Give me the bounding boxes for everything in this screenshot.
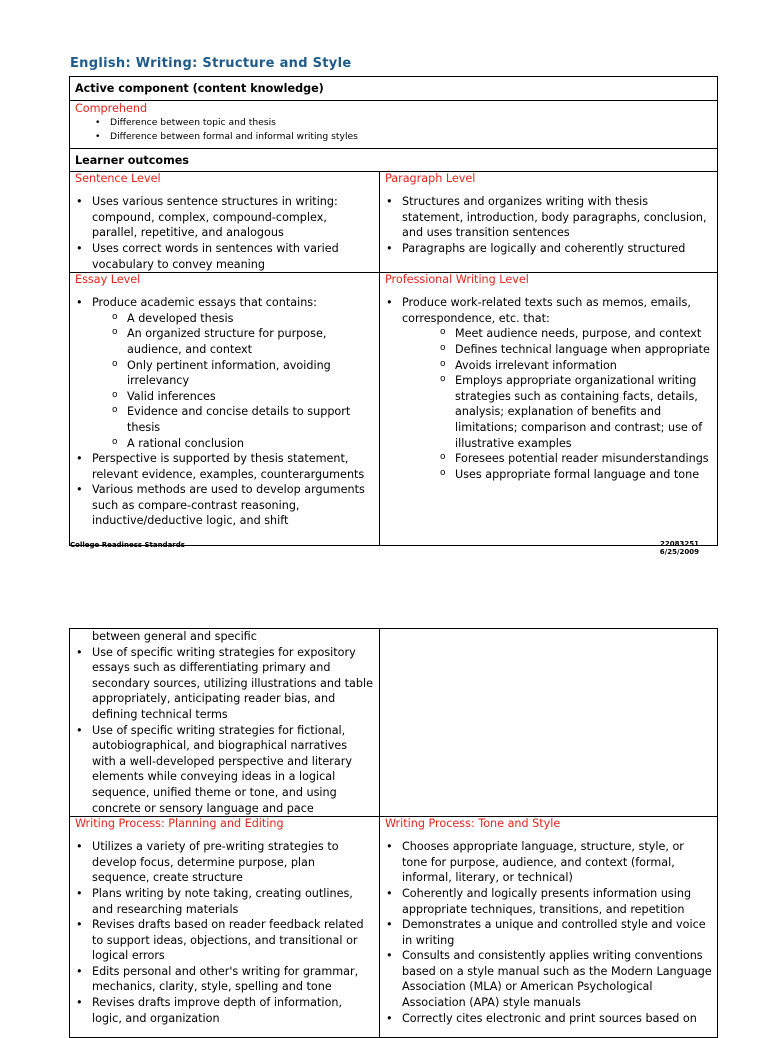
comprehend-heading: Comprehend: [75, 101, 148, 115]
professional-writing-list: [385, 295, 712, 482]
empty-cell: [380, 629, 718, 817]
sub-list-item: o Employs appropriate organizational writing strategies such as containing facts, details, analysis; explanation of benefits and limitations; comparison and contrast; use of illustrative examples: [438, 373, 712, 451]
list-item: • Paragraphs are logically and coherently structured: [385, 241, 712, 257]
list-item-text: Produce academic essays that contains:: [92, 296, 317, 310]
paragraph-level-list: [385, 194, 712, 256]
comprehend-list: [75, 116, 712, 144]
sub-list-item: o Uses appropriate formal language and tone: [438, 467, 712, 483]
footer-doc-id: 22083251: [660, 540, 699, 548]
list-item: • Revises drafts improve depth of information, logic, and organization: [75, 995, 374, 1026]
essay-continuation-cell: [70, 629, 380, 817]
sub-list-item: o Meet audience needs, purpose, and context: [438, 326, 712, 342]
footer-source: College Readiness Standards: [70, 541, 185, 549]
essay-sublist: [110, 311, 374, 451]
list-item: • Revises drafts based on reader feedback related to support ideas, objections, and transitional or logical errors: [75, 917, 374, 964]
list-item: • Chooses appropriate language, structure, style, or tone for purpose, audience, and context (formal, informal, literary, or technical): [385, 839, 712, 886]
essay-level-cell: [70, 273, 380, 546]
sub-list-item: o Foresees potential reader misunderstandings: [438, 451, 712, 467]
list-item: • Demonstrates a unique and controlled style and voice in writing: [385, 917, 712, 948]
paragraph-level-heading: Paragraph Level: [385, 172, 476, 186]
list-item: • Use of specific writing strategies for expository essays such as differentiating primary and secondary sources, utilizing illustrations and table appropriately, anticipating reader bias, and defining technical terms: [75, 645, 374, 723]
standards-table-page2: [69, 628, 718, 1038]
sub-list-item: o Only pertinent information, avoiding irrelevancy: [110, 358, 374, 389]
sentence-level-cell: [70, 172, 380, 273]
essay-level-heading: Essay Level: [75, 273, 141, 287]
footer-meta: [640, 540, 699, 556]
essay-level-list: [75, 295, 374, 529]
sentence-level-list: [75, 194, 374, 272]
sub-list-item: o A developed thesis: [110, 311, 374, 327]
list-item: • Use of specific writing strategies for fictional, autobiographical, and biographical narratives with a well-developed perspective and literary elements while conveying ideas in a logical sequence, unified theme or tone, and using concrete or sensory language and pace: [75, 723, 374, 817]
sub-list-item: o Evidence and concise details to support thesis: [110, 404, 374, 435]
sub-list-item: o Defines technical language when appropriate: [438, 342, 712, 358]
tone-style-list: [385, 839, 712, 1026]
list-item: • Structures and organizes writing with thesis statement, introduction, body paragraphs, conclusion, and uses transition sentences: [385, 194, 712, 241]
tone-style-heading: Writing Process: Tone and Style: [385, 817, 561, 831]
paragraph-level-cell: [380, 172, 718, 273]
footer-date: 6/25/2009: [659, 548, 699, 556]
list-item: • Perspective is supported by thesis statement, relevant evidence, examples, counterarguments: [75, 451, 374, 482]
continuation-text: between general and specific: [92, 630, 257, 643]
sub-list-item: o Valid inferences: [110, 389, 374, 405]
sub-list-item: o A rational conclusion: [110, 436, 374, 452]
professional-writing-heading: Professional Writing Level: [385, 273, 529, 287]
list-item: • Uses various sentence structures in writing: compound, complex, compound-complex, parallel, repetitive, and analogous: [75, 194, 374, 241]
page-title: English: Writing: Structure and Style: [70, 56, 352, 71]
planning-editing-list: [75, 839, 374, 1026]
list-item: • Difference between topic and thesis: [75, 116, 712, 130]
professional-writing-cell: [380, 273, 718, 546]
learner-outcomes-header: Learner outcomes: [70, 148, 718, 172]
list-item: [75, 295, 374, 451]
list-item: • Consults and consistently applies writing conventions based on a style manual such as the Modern Language Association (MLA) or American Psychological Association (APA) style manuals: [385, 948, 712, 1010]
planning-editing-cell: [70, 817, 380, 1038]
list-item: • Difference between formal and informal writing styles: [75, 130, 712, 144]
list-item-text: Produce work-related texts such as memos, emails, correspondence, etc. that:: [402, 296, 691, 325]
list-item: • Plans writing by note taking, creating outlines, and researching materials: [75, 886, 374, 917]
tone-style-cell: [380, 817, 718, 1038]
planning-editing-heading: Writing Process: Planning and Editing: [75, 817, 284, 831]
essay-continuation-list: [75, 645, 374, 817]
list-item: • Coherently and logically presents information using appropriate techniques, transitions, and repetition: [385, 886, 712, 917]
comprehend-cell: [70, 100, 718, 148]
list-item: • Utilizes a variety of pre-writing strategies to develop focus, determine purpose, plan sequence, create structure: [75, 839, 374, 886]
sub-list-item: o Avoids irrelevant information: [438, 358, 712, 374]
active-component-header: Active component (content knowledge): [70, 77, 718, 101]
list-item: • Edits personal and other's writing for grammar, mechanics, clarity, style, spelling and tone: [75, 964, 374, 995]
list-item: • Various methods are used to develop arguments such as compare-contrast reasoning, inductive/deductive logic, and shift: [75, 482, 374, 529]
professional-sublist: [438, 326, 712, 482]
list-item: [385, 295, 712, 482]
sentence-level-heading: Sentence Level: [75, 172, 161, 186]
list-item: • Correctly cites electronic and print sources based on: [385, 1011, 712, 1027]
list-item: • Uses correct words in sentences with varied vocabulary to convey meaning: [75, 241, 374, 272]
standards-table-page1: [69, 76, 718, 546]
sub-list-item: o An organized structure for purpose, audience, and context: [110, 326, 374, 357]
